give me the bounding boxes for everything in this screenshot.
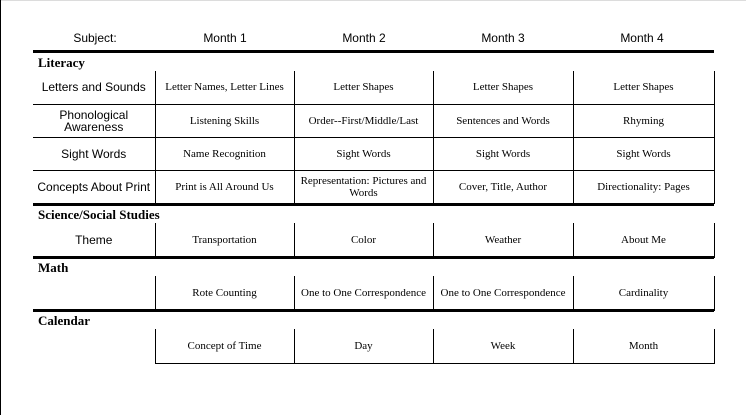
table-cell: Print is All Around Us bbox=[155, 170, 294, 203]
row-label: Sight Words bbox=[33, 137, 155, 170]
table-cell: Month bbox=[573, 329, 714, 363]
row-label: Letters and Sounds bbox=[33, 71, 155, 104]
table-cell: Listening Skills bbox=[155, 104, 294, 137]
section-title-math: Math bbox=[38, 260, 69, 275]
table-row bbox=[33, 223, 714, 257]
row-label bbox=[33, 329, 155, 363]
row-label bbox=[33, 276, 155, 310]
table-cell: Letter Shapes bbox=[573, 71, 714, 104]
table-row bbox=[33, 104, 714, 137]
table-cell: Color bbox=[294, 223, 433, 257]
table-cell: Sight Words bbox=[433, 137, 573, 170]
literacy-table bbox=[33, 71, 715, 204]
table-cell: Weather bbox=[433, 223, 573, 257]
table-cell: Letter Shapes bbox=[433, 71, 573, 104]
row-label: Concepts About Print bbox=[33, 170, 155, 203]
table-cell: Sight Words bbox=[294, 137, 433, 170]
table-row bbox=[33, 170, 714, 203]
table-cell: Concept of Time bbox=[155, 329, 294, 363]
table-row bbox=[33, 276, 714, 310]
section-title-literacy: Literacy bbox=[38, 55, 85, 70]
table-cell: Cover, Title, Author bbox=[433, 170, 573, 203]
section-divider bbox=[33, 203, 714, 206]
table-cell: Sight Words bbox=[573, 137, 714, 170]
month-4-header: Month 4 bbox=[620, 31, 664, 45]
table-cell: Rote Counting bbox=[155, 276, 294, 310]
table-cell: Sentences and Words bbox=[433, 104, 573, 137]
table-row bbox=[33, 71, 714, 104]
table-cell: About Me bbox=[573, 223, 714, 257]
row-label: Phonological Awareness bbox=[33, 104, 155, 137]
subject-header: Subject: bbox=[73, 31, 117, 45]
table-row bbox=[33, 137, 714, 170]
month-3-header: Month 3 bbox=[481, 31, 525, 45]
table-cell: Day bbox=[294, 329, 433, 363]
table-cell: Name Recognition bbox=[155, 137, 294, 170]
math-table bbox=[33, 276, 715, 311]
table-cell: Cardinality bbox=[573, 276, 714, 310]
table-cell: Letter Names, Letter Lines bbox=[155, 71, 294, 104]
table-cell: One to One Correspondence bbox=[294, 276, 433, 310]
table-cell: Order--First/Middle/Last bbox=[294, 104, 433, 137]
table-cell: Rhyming bbox=[573, 104, 714, 137]
table-cell: Transportation bbox=[155, 223, 294, 257]
month-1-header: Month 1 bbox=[203, 31, 247, 45]
window-left-edge bbox=[0, 0, 1, 415]
window-top-edge bbox=[0, 0, 746, 1]
table-cell: Letter Shapes bbox=[294, 71, 433, 104]
section-title-science: Science/Social Studies bbox=[38, 207, 160, 222]
table-cell: Week bbox=[433, 329, 573, 363]
section-title-calendar: Calendar bbox=[38, 313, 90, 328]
section-divider bbox=[33, 256, 714, 259]
section-divider bbox=[33, 50, 714, 53]
row-label: Theme bbox=[33, 223, 155, 257]
calendar-table bbox=[33, 329, 715, 364]
table-cell: Representation: Pictures and Words bbox=[294, 170, 433, 203]
science-table bbox=[33, 223, 715, 258]
table-cell: Directionality: Pages bbox=[573, 170, 714, 203]
table-cell: One to One Correspondence bbox=[433, 276, 573, 310]
month-2-header: Month 2 bbox=[342, 31, 386, 45]
table-row bbox=[33, 329, 714, 363]
section-divider bbox=[33, 309, 714, 312]
